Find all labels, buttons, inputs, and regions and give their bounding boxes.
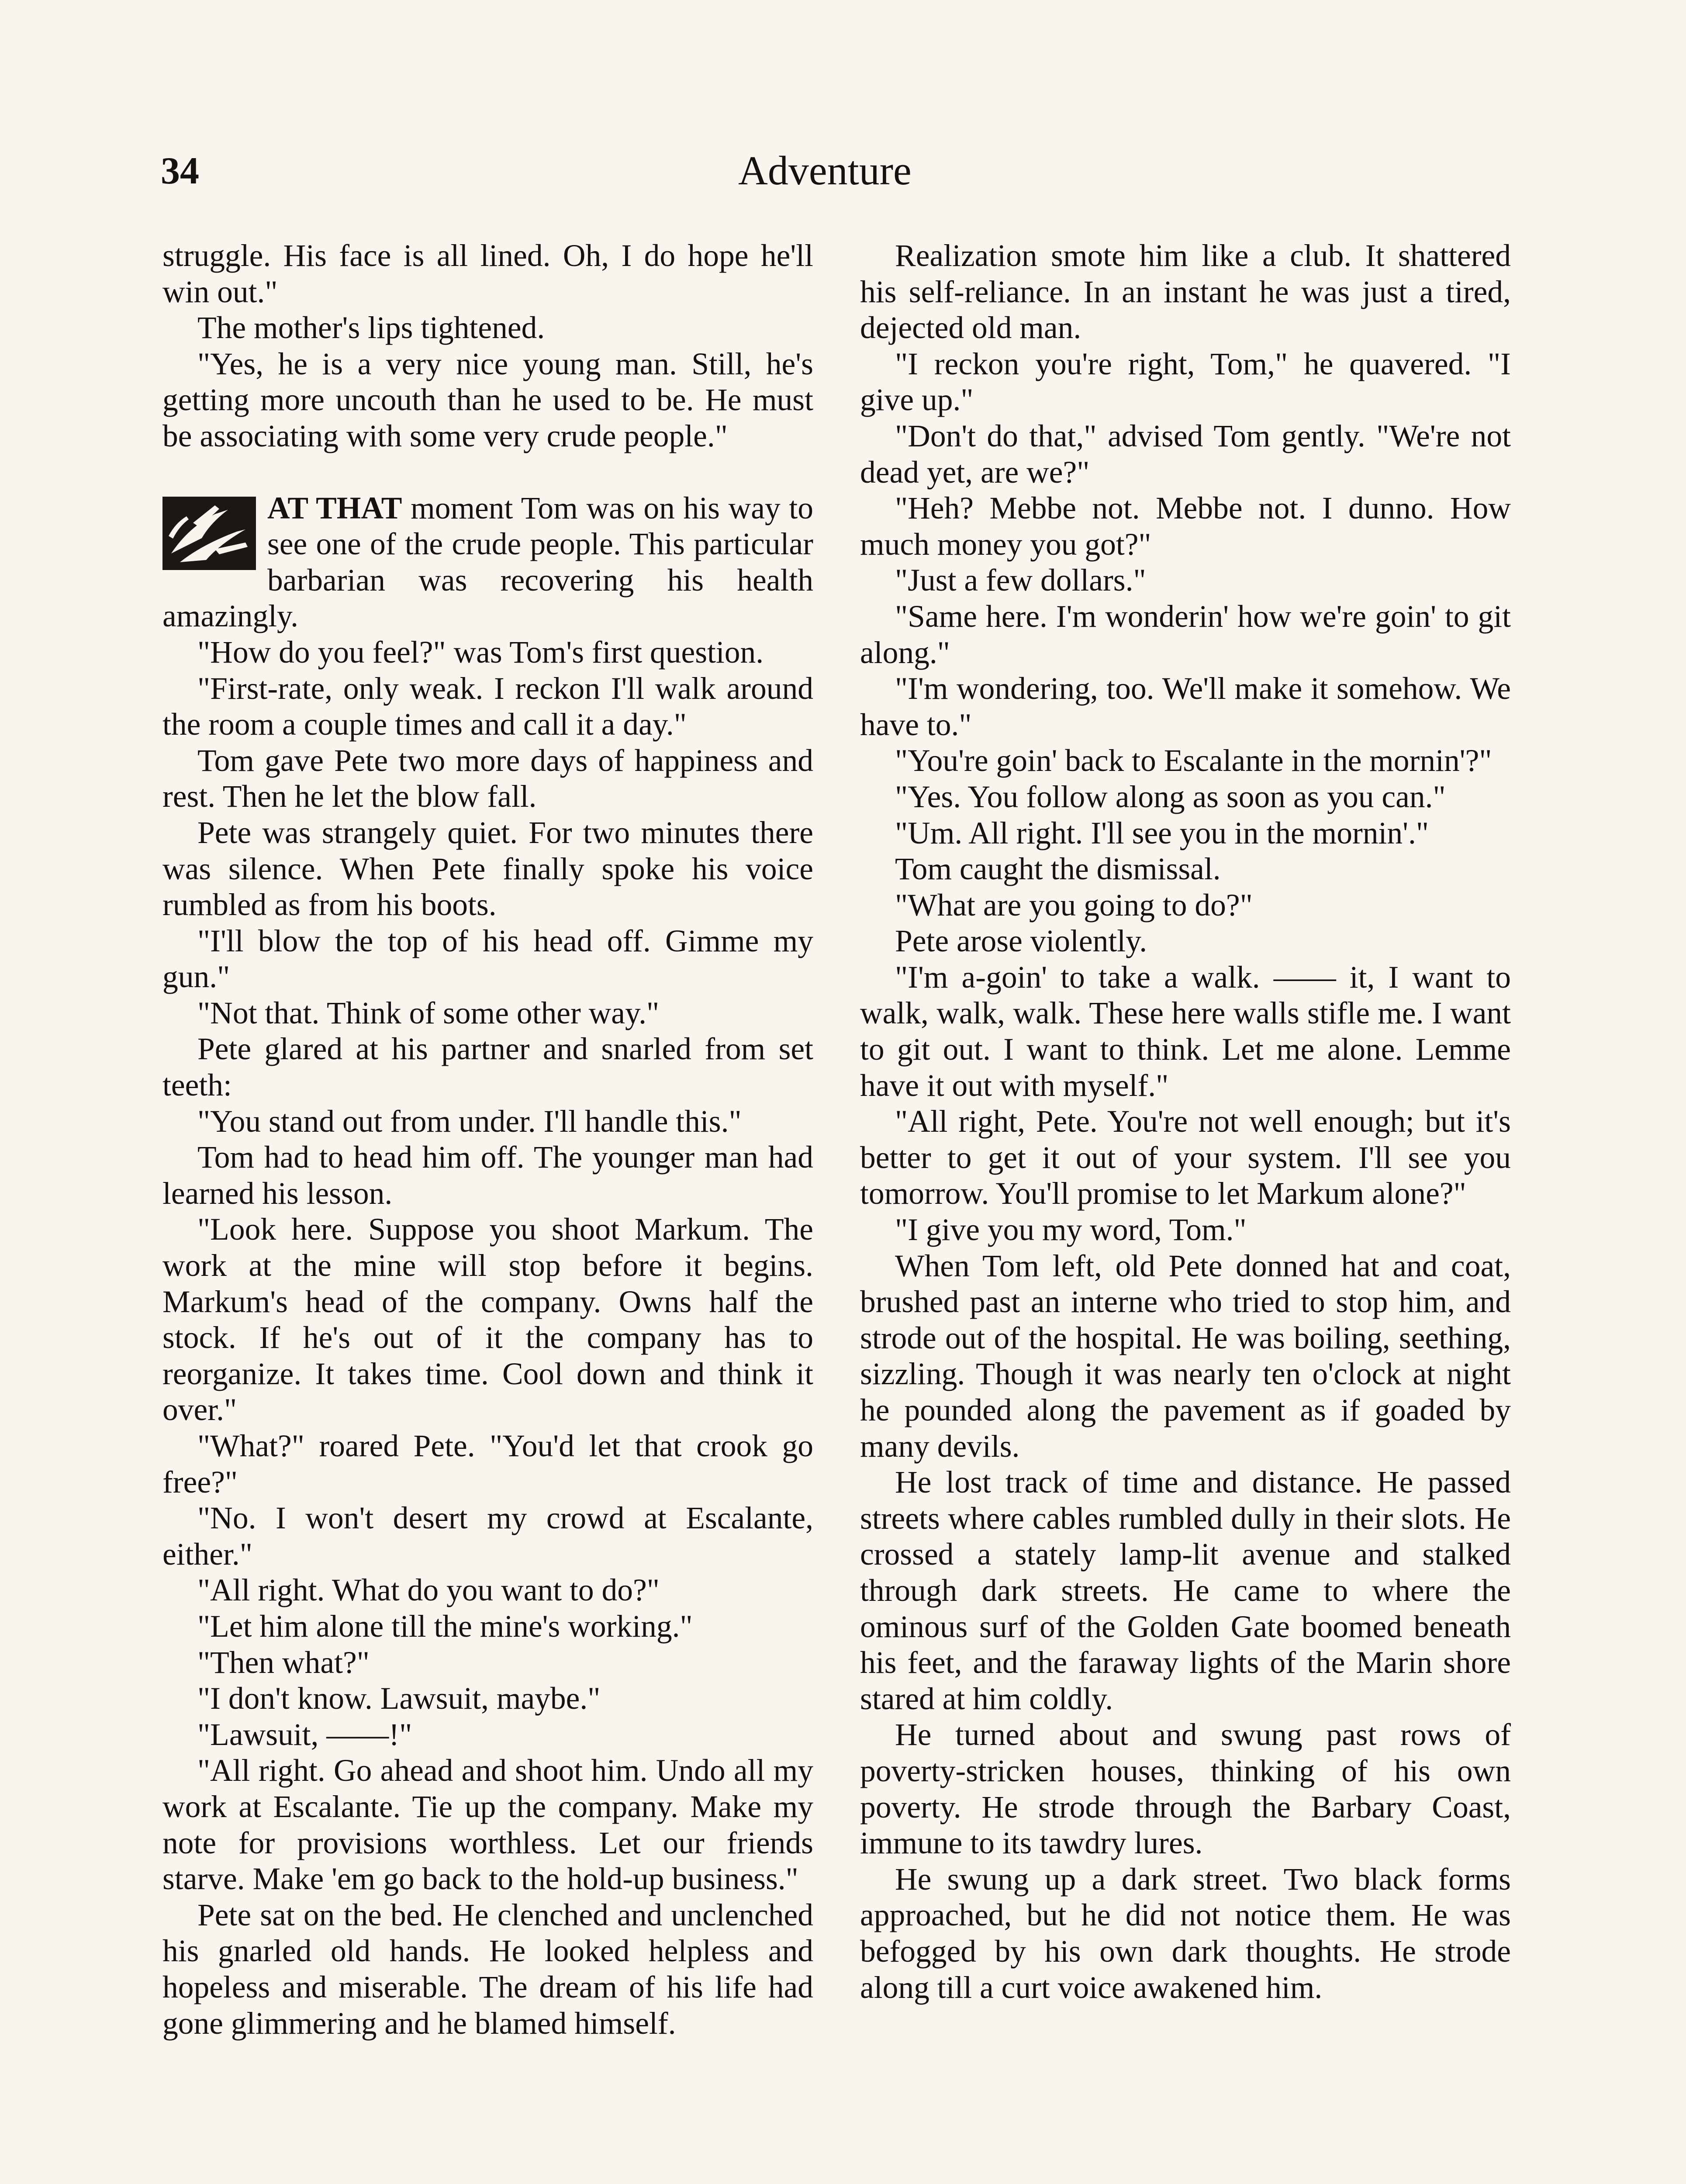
- paragraph: "Same here. I'm wonderin' how we're goin' to git along.": [860, 599, 1511, 670]
- section-opening-paragraph: [162, 491, 813, 635]
- paragraph: "How do you feel?" was Tom's first question.: [197, 635, 764, 670]
- paragraph: "Yes, he is a very nice young man. Still, he's getting more uncouth than he used to be. He must be associating with some very crude people.": [162, 346, 813, 453]
- paragraph: Tom gave Pete two more days of happiness and rest. Then he let the blow fall.: [162, 743, 813, 814]
- paragraph: Tom had to head him off. The younger man had learned his lesson.: [162, 1140, 813, 1211]
- paragraph: Tom caught the dismissal.: [895, 852, 1221, 887]
- paragraph: "All right. Go ahead and shoot him. Undo all my work at Escalante. Tie up the company. Make my note for provisions worthless. Let our friends starve. Make 'em go back to the hold-up business.": [162, 1753, 813, 1897]
- paragraph: "All right. What do you want to do?": [197, 1573, 660, 1608]
- paragraph: "Let him alone till the mine's working.": [197, 1609, 693, 1644]
- paragraph: "Lawsuit, ——!": [197, 1717, 412, 1752]
- paragraph: Pete glared at his partner and snarled from set teeth:: [162, 1032, 813, 1103]
- paragraph: "What are you going to do?": [895, 888, 1253, 923]
- paragraph: When Tom left, old Pete donned hat and coat, brushed past an interne who tried to stop him, and strode out of the hospital. He was boiling, seething, sizzling. Though it was nearly ten o'clock at night he pounded along the pavement as if goaded by many devils.: [860, 1248, 1511, 1464]
- paragraph: "I don't know. Lawsuit, maybe.": [197, 1681, 601, 1716]
- paragraph: He lost track of time and distance. He passed streets where cables rumbled dully in their slots. He crossed a stately lamp-lit avenue and stalked through dark streets. He came to where the ominous surf of the Golden Gate boomed beneath his feet, and the faraway lights of the Marin shore stared at him coldly.: [860, 1465, 1511, 1716]
- paragraph: He turned about and swung past rows of poverty-stricken houses, thinking of his own poverty. He strode through the Barbary Coast, immune to its tawdry lures.: [860, 1717, 1511, 1861]
- paragraph: "I'm a-goin' to take a walk. —— it, I want to walk, walk, walk. These here walls stifle me. I want to git out. I want to think. Let me alone. Lemme have it out with myself.": [860, 960, 1511, 1103]
- paragraph: The mother's lips tightened.: [197, 311, 545, 346]
- paragraph: "Yes. You follow along as soon as you can.": [895, 779, 1446, 814]
- section-lead-words: AT THAT: [267, 491, 402, 525]
- paragraph: "First-rate, only weak. I reckon I'll walk around the room a couple times and call it a day.": [162, 671, 813, 742]
- paragraph: "Then what?": [197, 1645, 370, 1680]
- paragraph: "You're goin' back to Escalante in the mornin'?": [895, 743, 1492, 778]
- paragraph: "Heh? Mebbe not. Mebbe not. I dunno. How much money you got?": [860, 491, 1511, 562]
- paragraph: He swung up a dark street. Two black forms approached, but he did not notice them. He was befogged by his own dark thoughts. He strode along till a curt voice awakened him.: [860, 1862, 1511, 2005]
- page-number: 34: [161, 150, 199, 192]
- woodcut-ornament-icon: [162, 497, 256, 570]
- paragraph: "I give you my word, Tom.": [895, 1213, 1247, 1248]
- paragraph: "I'm wondering, too. We'll make it somehow. We have to.": [860, 671, 1511, 742]
- paragraph: "Don't do that," advised Tom gently. "We're not dead yet, are we?": [860, 418, 1511, 490]
- left-column: [162, 238, 813, 2042]
- paragraph: Pete was strangely quiet. For two minutes there was silence. When Pete finally spoke his voice rumbled as from his boots.: [162, 815, 813, 923]
- paragraph: "Just a few dollars.": [895, 563, 1146, 598]
- right-column: [860, 238, 1511, 2006]
- paragraph: Pete arose violently.: [895, 924, 1147, 959]
- paragraph: "Not that. Think of some other way.": [197, 995, 660, 1030]
- paragraph: "I reckon you're right, Tom," he quavered. "I give up.": [860, 346, 1511, 418]
- paragraph: "I'll blow the top of his head off. Gimme my gun.": [162, 923, 813, 995]
- paragraph: "Um. All right. I'll see you in the mornin'.": [895, 816, 1429, 850]
- paragraph: "All right, Pete. You're not well enough; but it's better to get it out of your system. I'll see you tomorrow. You'll promise to let Markum alone?": [860, 1104, 1511, 1211]
- paragraph: "No. I won't desert my crowd at Escalante, either.": [162, 1501, 813, 1572]
- paragraph: "Look here. Suppose you shoot Markum. The work at the mine will stop before it begins. Markum's head of the company. Owns half the stock. If he's out of it the company has to reorganize. It takes time. Cool down and think it over.": [162, 1212, 813, 1427]
- paragraph: Realization smote him like a club. It shattered his self-reliance. In an instant he was just a tired, dejected old man.: [860, 238, 1511, 346]
- paragraph: "You stand out from under. I'll handle this.": [197, 1104, 742, 1139]
- running-head: Adventure: [738, 148, 912, 194]
- paragraph: "What?" roared Pete. "You'd let that crook go free?": [162, 1429, 813, 1500]
- paragraph: struggle. His face is all lined. Oh, I do hope he'll win out.": [162, 238, 813, 309]
- section-text: moment Tom was on his way to see one of the crude people. This particular barbarian was recovering his health amazingly.: [162, 491, 813, 634]
- paragraph: Pete sat on the bed. He clenched and unclenched his gnarled old hands. He looked helpless and hopeless and miserable. The dream of his life had gone glimmering and he blamed himself.: [162, 1897, 813, 2041]
